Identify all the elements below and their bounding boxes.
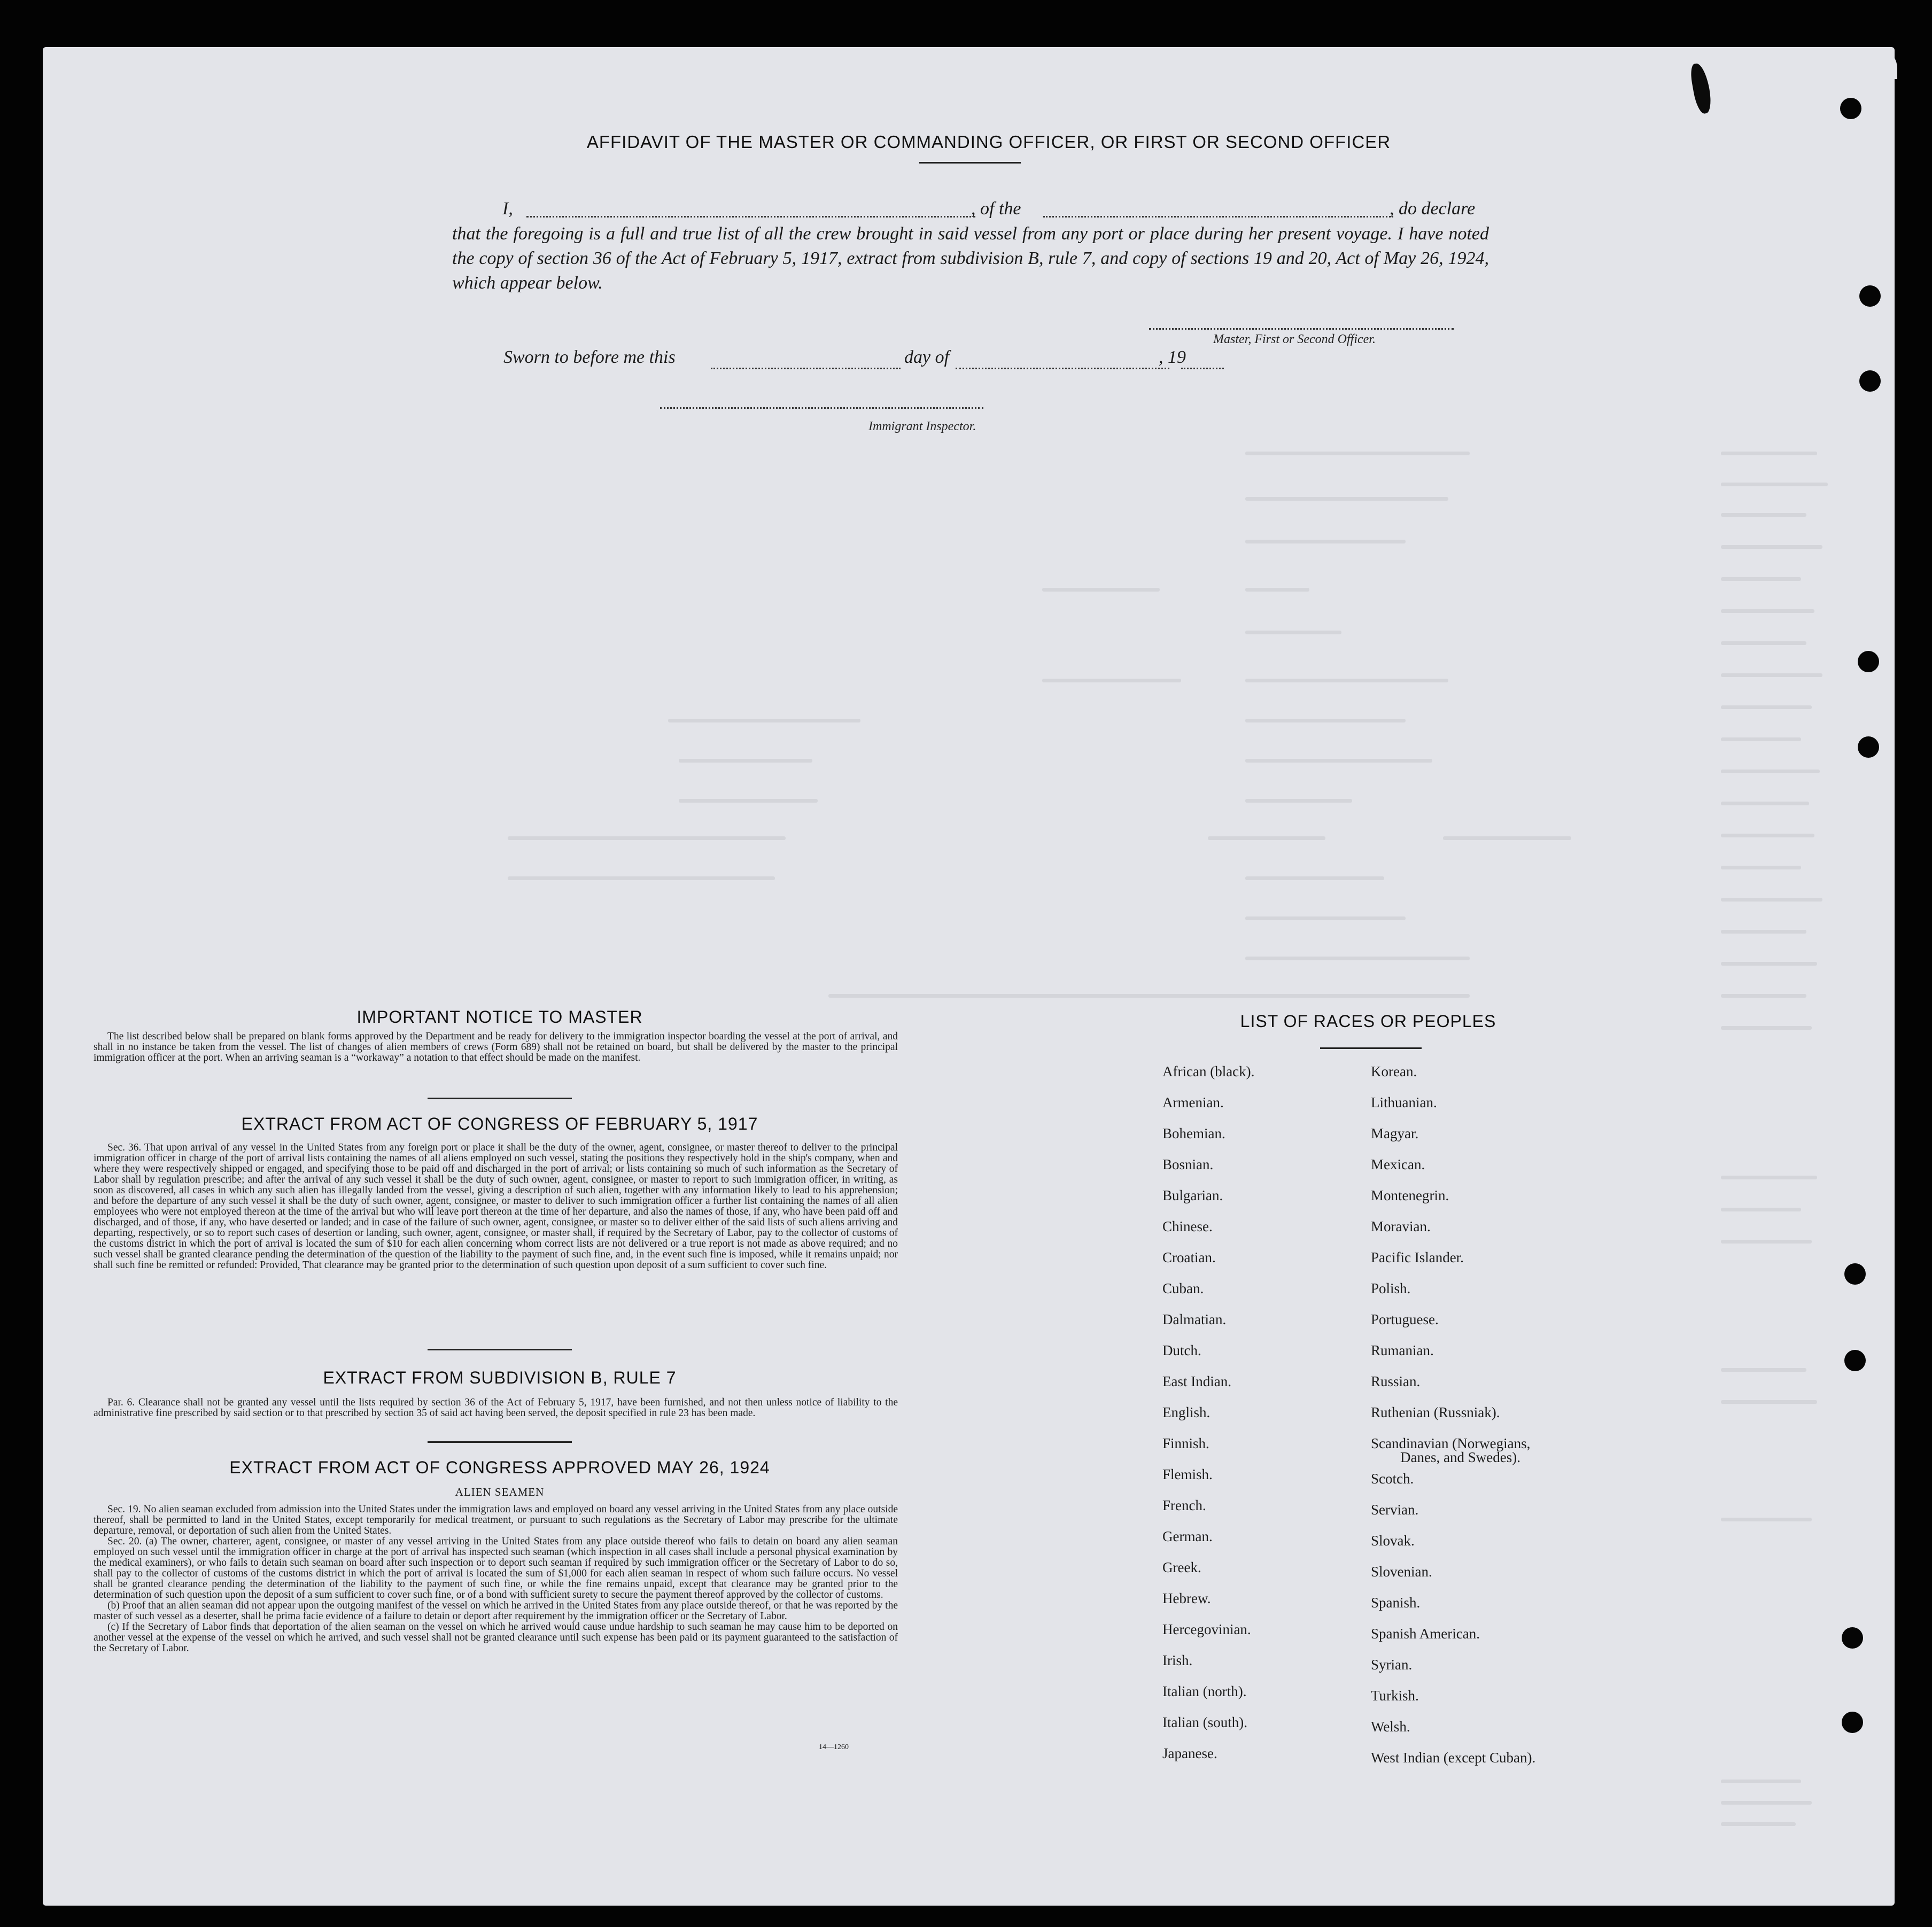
race-item: Russian. [1371,1373,1421,1389]
signature-line[interactable] [1149,328,1454,330]
extract-1917-title: EXTRACT FROM ACT OF CONGRESS OF FEBRUARY 5, 1917 [241,1114,758,1133]
race-item: Italian (north). [1162,1683,1247,1699]
race-item: Magyar. [1371,1125,1419,1141]
race-item: Spanish American. [1371,1626,1480,1642]
race-item: Bulgarian. [1162,1187,1223,1203]
sworn-text: Sworn to before me this [503,347,676,367]
race-item: French. [1162,1497,1206,1513]
alien-seamen-subtitle: ALIEN SEAMEN [455,1486,545,1498]
race-item: Flemish. [1162,1466,1213,1482]
race-item: Cuban. [1162,1280,1204,1296]
extract-1924-title: EXTRACT FROM ACT OF CONGRESS APPROVED MAY 26, 1924 [229,1458,770,1477]
race-item: Italian (south). [1162,1714,1247,1730]
race-item-continuation: Danes, and Swedes). [1400,1449,1520,1465]
sec-20a-paragraph: Sec. 20. (a) The owner, charterer, agent, consignee, or master of any vessel arriving in the United States from any place outside thereof who fails to detain on board any alien seaman employed on such vessel until the immigration officer in charge at the port of arrival has inspected such seaman (which inspection in all cases shall include a personal physical examination by the medical examiners), or who fails to detain such seaman on board after such inspection or to deport such seaman if required by such immigration officer or the Secretary of Labor to do so, shall pay to the collector of customs of the customs district in which the port of arrival is located the sum of $1,000 for each alien seaman in respect of whom such failure occurs. No vessel shall be granted clearance pending the determination of the liability to the payment of such fine, or while the fine remains unpaid, except that clearance may be granted prior to the determination of such question upon the deposit of a sum sufficient to cover such fine, or of a bond with sufficient surety to secure the payment thereof approved by the collector of customs. [94,1536,898,1600]
races-title-underline [1320,1047,1422,1049]
race-item: Korean. [1371,1063,1417,1079]
vessel-name-field[interactable] [1043,216,1393,217]
race-item: Irish. [1162,1652,1193,1668]
notice-title: IMPORTANT NOTICE TO MASTER [356,1007,643,1027]
race-item: Hebrew. [1162,1590,1211,1606]
sworn-day-field[interactable] [711,368,901,369]
affidavit-do-declare: , do declare [1390,199,1476,219]
race-item: Greek. [1162,1559,1201,1575]
notice-text [94,1031,898,1063]
race-item: West Indian (except Cuban). [1371,1750,1536,1766]
torn-corner [1683,47,1897,79]
race-item: Scotch. [1371,1471,1414,1487]
inspector-signature-line[interactable] [660,407,983,409]
sworn-month-field[interactable] [956,368,1169,369]
sec-20c-paragraph: (c) If the Secretary of Labor finds that deportation of the alien seaman on the vessel on which he arrived would cause undue hardship to such seaman he may cause him to be deported on another vessel at the expense of the vessel on which he arrived, and such vessel shall not be granted clearance until such expense has been paid or its payment guaranteed to the satisfaction of the Secretary of Labor. [94,1621,898,1654]
binder-hole [1859,285,1881,307]
race-item: Lithuanian. [1371,1094,1437,1110]
binder-hole [1844,1350,1866,1371]
extract-1924-text [94,1504,898,1654]
race-item: Montenegrin. [1371,1187,1449,1203]
binder-hole [1842,1627,1863,1649]
race-item: Dutch. [1162,1342,1201,1358]
binder-hole [1858,736,1879,758]
binder-hole [1840,98,1861,119]
race-item: Slovak. [1371,1533,1415,1549]
divider [428,1098,572,1099]
race-item: Servian. [1371,1502,1419,1518]
binder-hole [1859,370,1881,392]
race-item: Croatian. [1162,1249,1216,1265]
race-item: Mexican. [1371,1156,1425,1172]
affidavit-title: AFFIDAVIT OF THE MASTER OR COMMANDING OFFICER, OR FIRST OR SECOND OFFICER [586,132,1391,152]
race-item: Rumanian. [1371,1342,1434,1358]
affidavit-i: I, [502,199,513,219]
race-item: Turkish. [1371,1688,1419,1704]
section-36-paragraph: Sec. 36. That upon arrival of any vessel in the United States from any foreign port or place it shall be the duty of the owner, agent, consignee, or master thereof to deliver to the principal immigration officer in charge of the port of arrival lists containing the names of all aliens employed on such vessel, stating the positions they respectively hold in the ship's company, when and where they were respectively shipped or engaged, and specifying those to be paid off and discharged in the port of arrival; or lists containing so much of such information as the Secretary of Labor shall by regulation prescribe; and after the arrival of any such vessel it shall be the duty of such owner, agent, consignee, or master to report to such immigration officer, in writing, as soon as discovered, all cases in which any such alien has illegally landed from the vessel, giving a description of such alien, together with any information likely to lead to his apprehension; and before the departure of any such vessel it shall be the duty of such owner, agent, consignee, or master to deliver to such immigration officer a further list containing the names of all alien employees who were not employed thereon at the time of the arrival but who will leave port thereon at the time of her departure, and also the names of those, if any, who have been paid off and discharged, and of those, if any, who have deserted or landed; and in case of the failure of such owner, agent, consignee, or master so to deliver either of the said lists of such aliens arriving and departing, respectively, or so to report such cases of desertion or landing, such owner, agent, consignee, or master shall, if required by the Secretary of Labor, pay to the collector of customs of the customs district in which the port of arrival is located the sum of $10 for each alien concerning whom correct lists are not delivered or a true report is not made as above required; and no such vessel shall be granted clearance pending the determination of the question of the liability to the payment of such fine, and, in the event such fine is imposed, while it remains unpaid; nor shall such fine be remitted or refunded: Provided, That clearance may be granted prior to the determination of such question upon deposit of a sum sufficient to cover such fine. [94,1142,898,1271]
extract-rule7-text [94,1397,898,1419]
race-item: Portuguese. [1371,1311,1439,1327]
officer-name-field[interactable] [526,216,975,217]
binder-hole [1842,1712,1863,1733]
race-item: German. [1162,1528,1213,1544]
form-number: 14—1260 [819,1743,849,1751]
race-item: Dalmatian. [1162,1311,1227,1327]
race-item: Pacific Islander. [1371,1249,1464,1265]
binder-hole [1844,1263,1866,1285]
sworn-day-of: day of [904,347,950,367]
race-item: Bosnian. [1162,1156,1214,1172]
sworn-year: , 19 [1159,347,1186,367]
race-item: Polish. [1371,1280,1411,1296]
sec-20b-paragraph: (b) Proof that an alien seaman did not appear upon the outgoing manifest of the vessel on which he arrived in the United States from any place outside thereof, or that he was reported by the master of such vessel as a deserter, shall be prima facie evidence of a failure to detain or deport after requirement by the immigration officer or the Secretary of Labor. [94,1600,898,1622]
binder-hole [1858,651,1879,672]
affidavit-body: that the foregoing is a full and true list of all the crew brought in said vessel from any port or place during her present voyage. I have noted the copy of section 36 of the Act of February 5, 1917, extract from subdivision B, rule 7, and copy of sections 19 and 20, Act of May 26, 1924, which appear below. [452,224,1489,293]
race-item: Finnish. [1162,1435,1209,1451]
race-item: Hercegovinian. [1162,1621,1251,1637]
divider [428,1349,572,1350]
divider [428,1441,572,1443]
sworn-year-field[interactable] [1181,368,1224,369]
race-item: Chinese. [1162,1218,1213,1234]
signature-label: Master, First or Second Officer. [1213,332,1376,346]
inspector-label: Immigrant Inspector. [868,419,976,433]
sec-19-paragraph: Sec. 19. No alien seaman excluded from admission into the United States under the immigration laws and employed on board any vessel arriving in the United States from any place outside thereof, shall be permitted to land in the United States, except temporarily for medical treatment, or pursuant to such regulations as the Secretary of Labor may prescribe for the ultimate departure, removal, or deportation of such alien from the United States. [94,1504,898,1536]
race-item: Ruthenian (Russniak). [1371,1404,1500,1420]
race-item: English. [1162,1404,1211,1420]
race-item: Japanese. [1162,1745,1217,1761]
race-item: East Indian. [1162,1373,1231,1389]
race-item: Slovenian. [1371,1564,1432,1580]
notice-paragraph: The list described below shall be prepared on blank forms approved by the Department and be ready for delivery to the immigration inspector boarding the vessel at the port of arrival, and shall in no instance be taken from the vessel. The list of changes of alien members of crews (Form 689) shall not be retained on board, but shall be delivered by the master to the principal immigration officer at the port. When an arriving seaman is a “workaway” a notation to that effect should be made on the manifest. [94,1031,898,1063]
affidavit-of-the: , of the [971,199,1021,219]
race-item: Scandinavian (Norwegians, [1371,1435,1531,1451]
extract-rule7-title: EXTRACT FROM SUBDIVISION B, RULE 7 [323,1368,677,1387]
race-item: African (black). [1162,1063,1255,1079]
races-title: LIST OF RACES OR PEOPLES [1240,1012,1496,1031]
par-6-paragraph: Par. 6. Clearance shall not be granted any vessel until the lists required by section 36 of the Act of February 5, 1917, have been furnished, and not then unless notice of liability to the administrative fine prescribed by said section or to that prescribed by section 35 of said act having been served, the deposit specified in rule 23 has been made. [94,1397,898,1419]
race-item: Armenian. [1162,1094,1224,1110]
title-underline [919,162,1021,164]
extract-1917-text [94,1143,898,1271]
race-item: Welsh. [1371,1719,1410,1735]
race-item: Moravian. [1371,1218,1431,1234]
race-item: Spanish. [1371,1595,1421,1611]
race-item: Syrian. [1371,1657,1413,1673]
race-item: Bohemian. [1162,1125,1225,1141]
